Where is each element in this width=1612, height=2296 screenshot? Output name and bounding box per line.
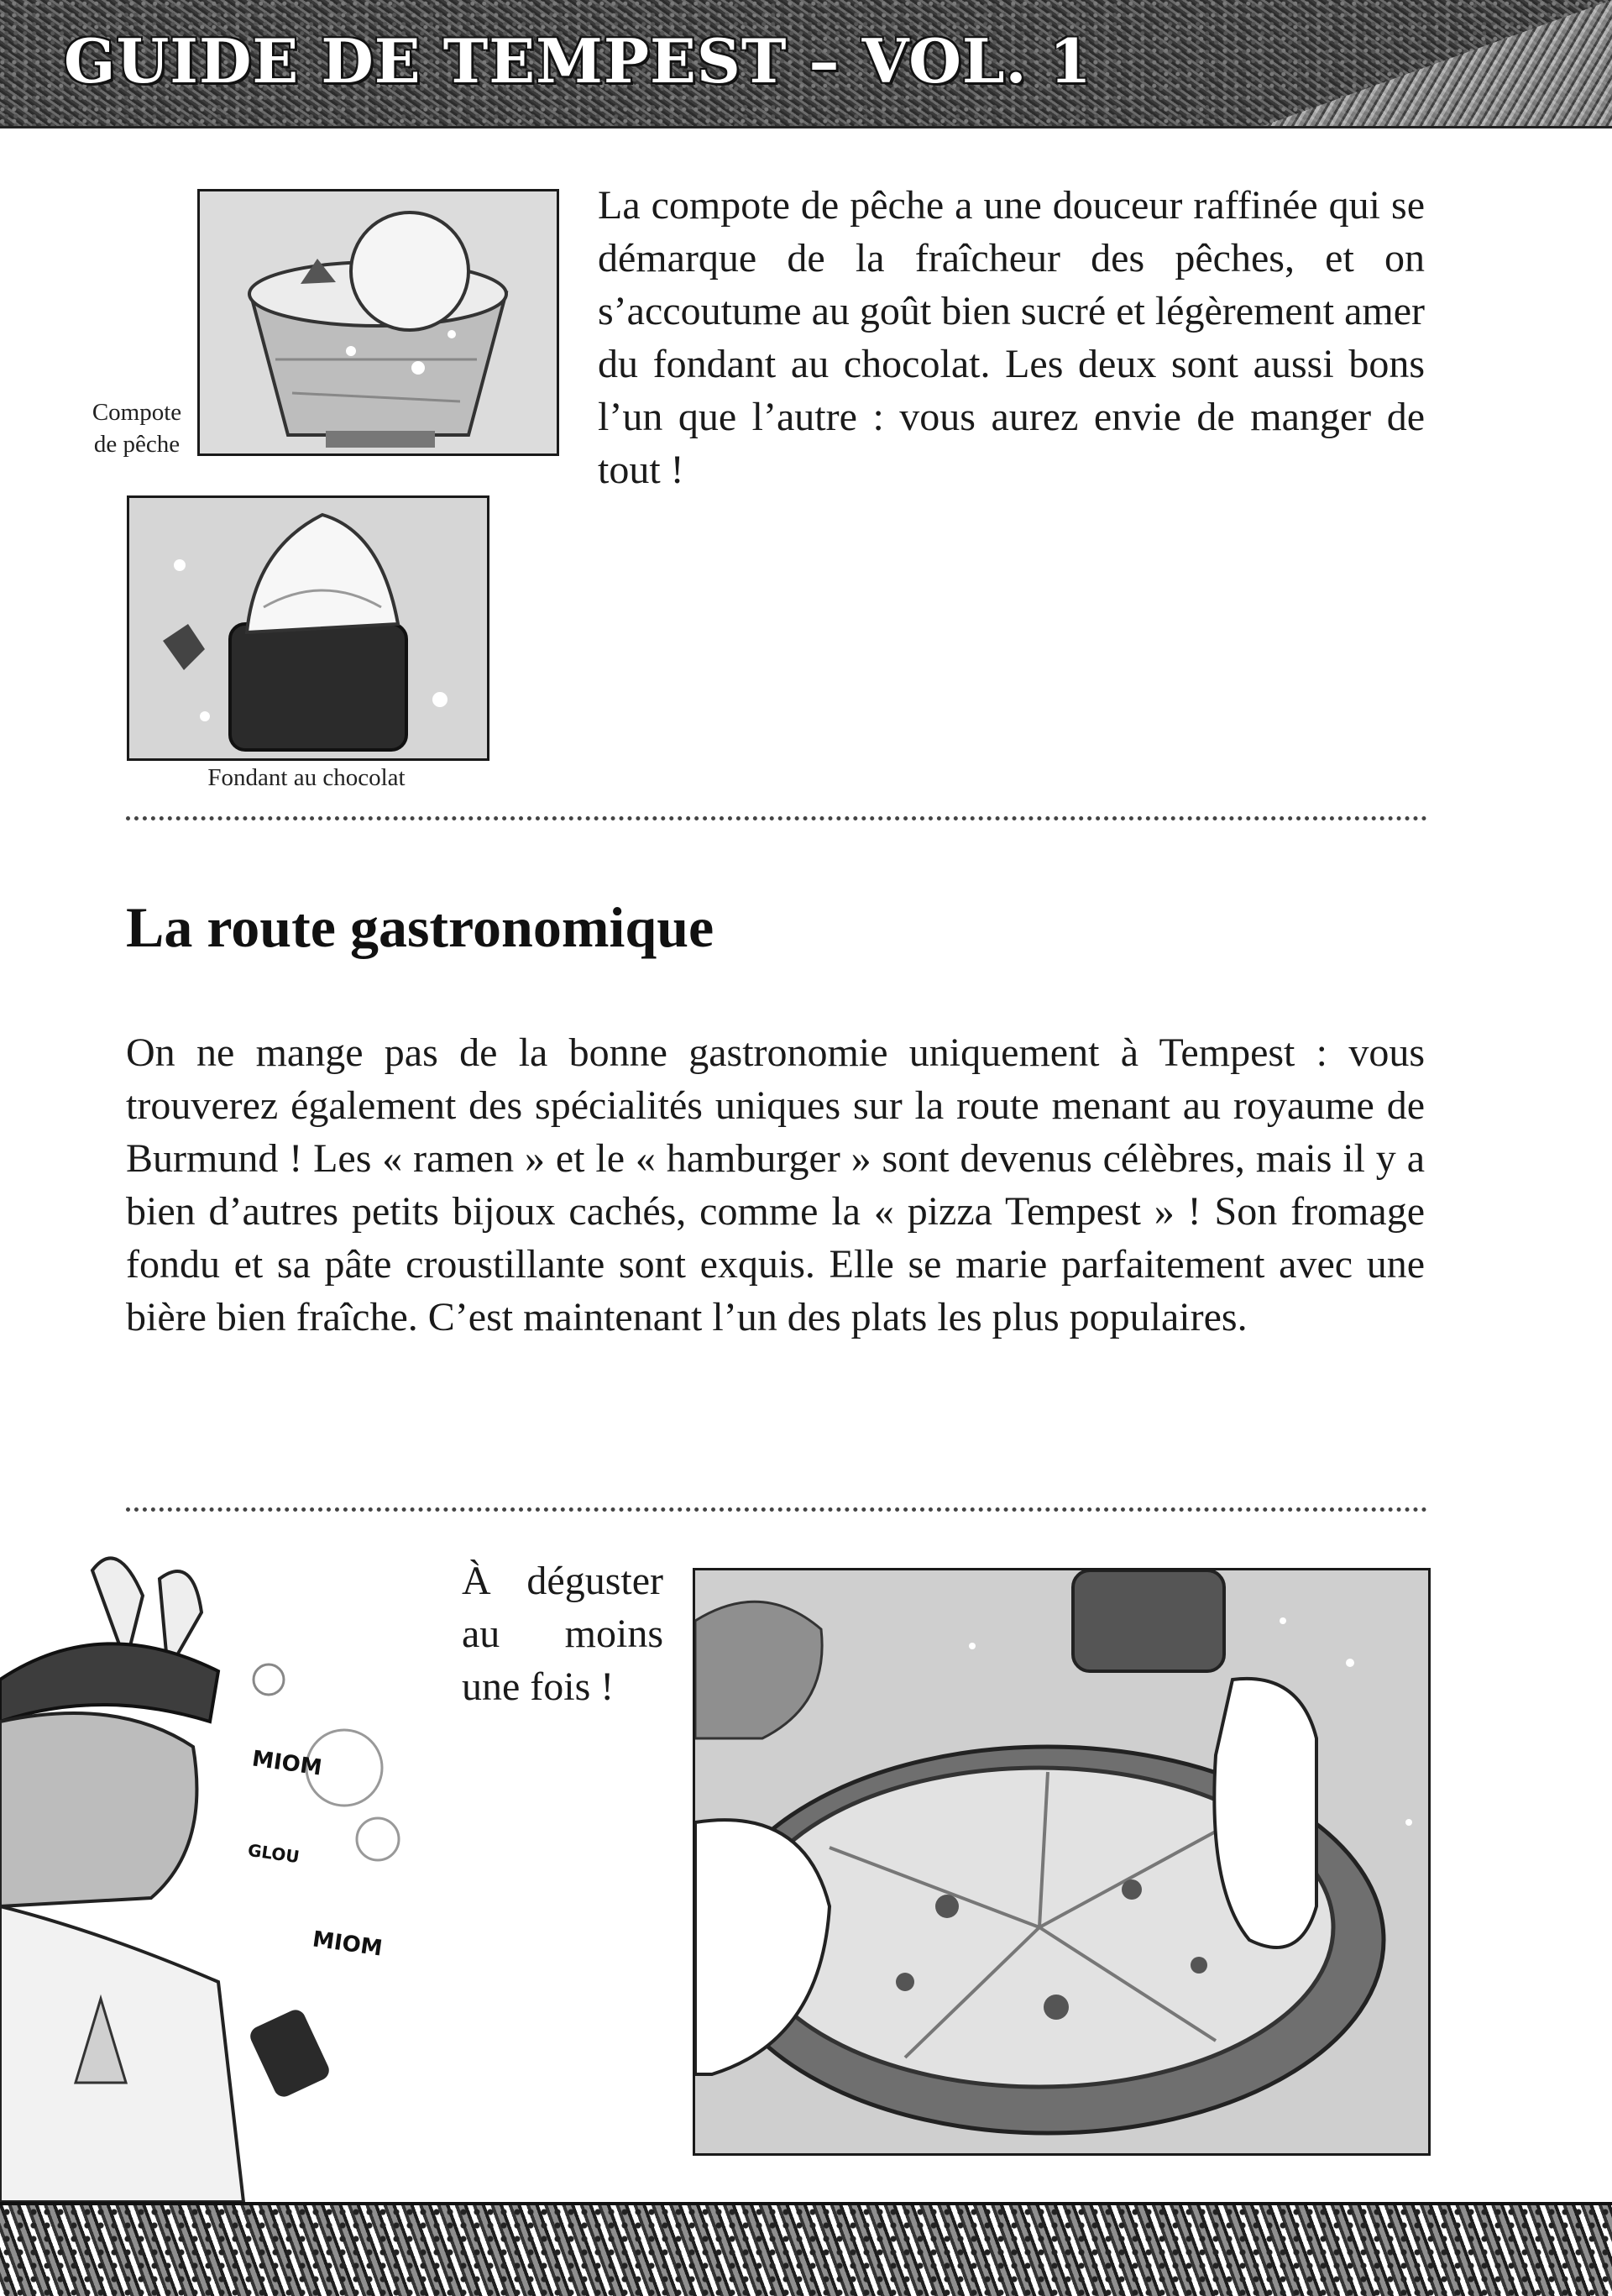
dotted-divider-1 — [126, 816, 1427, 820]
peach-compote-image — [197, 189, 559, 456]
pizza-image — [693, 1568, 1431, 2156]
header-decoration — [1175, 0, 1612, 126]
section-heading: La route gastronomique — [126, 895, 714, 959]
chocolate-fondant-image — [127, 495, 489, 761]
dotted-divider-2 — [126, 1507, 1427, 1512]
character-drawing — [0, 1545, 437, 2202]
gastronomy-paragraph: On ne mange pas de la bonne gastronomie uniquement à Tempest : vous trouverez également des spécialités uniques sur la route menant au royaume de Burmund ! Les « ramen » et le « hamburger » sont devenus célèbres, mais il y a bien d’autres petits bijoux cachés, comme la « pizza Tempest » ! Son fromage fondu et sa pâte croustillante sont exquis. Elle se marie parfaitement avec une bière bien fraîche. C’est maintenant l’un des plats les plus populaires. — [126, 1030, 1425, 1339]
pizza-illustration — [695, 1570, 1428, 2153]
sound-effect-3: MIOM — [311, 1926, 385, 1962]
chocolate-fondant-illustration — [129, 498, 487, 758]
peach-compote-caption — [82, 396, 191, 460]
peach-compote-caption-line-1: Compote — [92, 399, 182, 426]
peach-compote-caption-line-2: de pêche — [93, 431, 181, 458]
header-banner — [0, 0, 1612, 128]
sound-effect-2: GLOU — [246, 1839, 301, 1868]
footer-banner — [0, 2202, 1612, 2296]
page-title: GUIDE DE TEMPEST – VOL. 1 — [64, 25, 1092, 97]
peach-compote-illustration — [200, 191, 557, 453]
chocolate-fondant-caption: Fondant au chocolat — [207, 764, 406, 791]
character-illustration — [0, 1545, 437, 2202]
tagline: À déguster au moins une fois ! — [462, 1559, 663, 1709]
desserts-paragraph: La compote de pêche a une douceur raffinée qui se démarque de la fraîcheur des pêches, et on s’accoutume au goût bien sucré et légèrement amer du fondant au chocolat. Les deux sont aussi bons l’un que l’autre : vous aurez envie de manger de tout ! — [598, 183, 1425, 492]
sound-effect-1: MIOM — [250, 1746, 324, 1781]
